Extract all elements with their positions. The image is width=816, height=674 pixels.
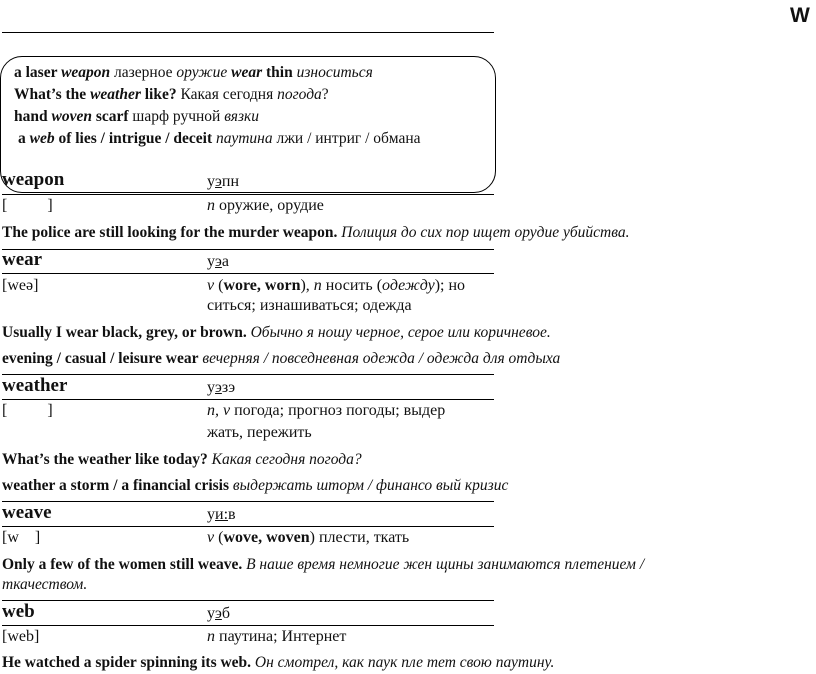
- pron-part: у: [207, 253, 215, 270]
- def-wear-line2: ситься; изнашиваться; одежда: [207, 297, 412, 314]
- callout-keyword: web: [29, 130, 55, 147]
- pron-weapon: [207, 173, 239, 191]
- example-ru: Он смотрел, как паук пле тет свою паутину.: [251, 654, 555, 671]
- definition: одежду: [382, 277, 435, 294]
- example-ru: Какая сегодня погода?: [207, 451, 362, 468]
- example-weapon: [2, 224, 629, 242]
- rule-weapon: [2, 194, 494, 195]
- phrase-en: weather a storm / a financial crisis: [2, 477, 230, 494]
- example-weather: [2, 451, 362, 469]
- pron-part: у: [207, 605, 215, 622]
- example-en: What’s the weather like today?: [2, 451, 208, 468]
- top-rule: [2, 32, 494, 33]
- example-weave-line2: ткачеством.: [2, 576, 88, 593]
- pos: n: [207, 628, 215, 645]
- callout-line-4: [18, 130, 421, 148]
- callout-text: шарф ручной: [128, 108, 225, 125]
- stress-mark: э: [215, 379, 222, 396]
- def-weather: [207, 402, 445, 420]
- rule-weave: [2, 526, 494, 527]
- stress-mark: э: [215, 173, 222, 190]
- callout-line-2: [14, 86, 329, 104]
- pron-part: пн: [221, 173, 239, 190]
- verb-forms: wove, woven: [223, 529, 310, 546]
- callout-text: паутина: [216, 130, 273, 147]
- callout-text: What’s the: [14, 86, 91, 103]
- callout-text: hand: [14, 108, 52, 125]
- example-weave: [2, 556, 644, 574]
- rule-weather-top: [2, 374, 494, 375]
- example-wear: [2, 324, 551, 342]
- callout-text: a laser: [14, 64, 62, 81]
- callout-text: thin: [262, 64, 297, 81]
- callout-keyword: woven: [51, 108, 92, 125]
- rule-web: [2, 625, 494, 626]
- verb-forms: wore, worn: [223, 277, 301, 294]
- pron-part: у: [207, 173, 215, 190]
- callout-text: like?: [140, 86, 177, 103]
- pos: v: [207, 529, 215, 546]
- headword-weather: weather: [2, 375, 68, 396]
- def-wear: [207, 277, 465, 295]
- ipa-weapon: [ ]: [2, 197, 53, 214]
- ipa-web: [web]: [2, 628, 40, 645]
- phrase-ru: выдержать шторм / финансо вый кризис: [229, 477, 509, 494]
- def-weather-line2: жать, пережить: [207, 424, 312, 441]
- pron-part: у: [207, 379, 215, 396]
- callout-text: погода: [277, 86, 322, 103]
- def-weave: [207, 529, 409, 547]
- ipa-weave: [w ]: [2, 529, 41, 546]
- callout-text: лазерное: [110, 64, 177, 81]
- callout-text: scarf: [91, 108, 129, 125]
- phrase-weather: [2, 477, 508, 495]
- definition: (: [214, 277, 224, 294]
- definition: ),: [300, 277, 314, 294]
- stress-mark: и:: [215, 506, 229, 523]
- pos: n, v: [207, 402, 231, 419]
- callout-keyword: weather: [90, 86, 141, 103]
- example-ru: Полиция до сих пор ищет орудие убийства.: [337, 224, 630, 241]
- headword-wear: wear: [2, 249, 43, 270]
- callout-text: износиться: [296, 64, 373, 81]
- pron-part: а: [221, 253, 229, 270]
- definition: погода; прогноз погоды; выдер: [230, 402, 446, 419]
- callout-text: вязки: [224, 108, 259, 125]
- definition: паутина; Интернет: [215, 628, 347, 645]
- def-web: [207, 628, 346, 646]
- rule-wear-top: [2, 249, 494, 250]
- callout-text: ?: [321, 86, 329, 103]
- pos: v: [207, 277, 215, 294]
- pron-part: зэ: [221, 379, 236, 396]
- stress-mark: э: [215, 605, 222, 622]
- callout-text: оружие: [176, 64, 228, 81]
- callout-text: Какая сегодня: [176, 86, 278, 103]
- headword-weapon: weapon: [2, 169, 65, 190]
- definition: носить (: [321, 277, 383, 294]
- callout-keyword: weapon: [61, 64, 111, 81]
- stress-mark: э: [215, 253, 222, 270]
- phrase-ru: вечерняя / повседневная одежда / одежда для отдыха: [198, 350, 561, 367]
- example-en: The police are still looking for the murder weapon.: [2, 224, 338, 241]
- callout-text: лжи / интриг / обмана: [272, 130, 421, 147]
- ipa-wear: [weə]: [2, 277, 39, 294]
- callout-text: a: [18, 130, 30, 147]
- definition: ) плести, ткать: [309, 529, 410, 546]
- pron-wear: [207, 253, 229, 271]
- example-en: He watched a spider spinning its web.: [2, 654, 252, 671]
- definition: оружие, орудие: [215, 197, 324, 214]
- example-ru: В наше время немногие жен щины занимаются плетением /: [242, 556, 645, 573]
- pos: n: [207, 197, 215, 214]
- ipa-weather: [ ]: [2, 402, 53, 419]
- rule-wear: [2, 273, 494, 274]
- pron-weather: [207, 379, 235, 397]
- def-weapon: [207, 197, 324, 215]
- page-letter: W: [790, 4, 810, 27]
- example-en: Only a few of the women still weave.: [2, 556, 243, 573]
- pron-web: [207, 605, 230, 623]
- pron-part: у: [207, 506, 215, 523]
- definition: ); но: [434, 277, 466, 294]
- phrase-en: evening / casual / leisure wear: [2, 350, 199, 367]
- headword-weave: weave: [2, 502, 52, 523]
- callout-keyword: wear: [231, 64, 263, 81]
- rule-weather: [2, 399, 494, 400]
- rule-web-top: [2, 600, 494, 601]
- pron-part: в: [228, 506, 236, 523]
- pos: n: [313, 277, 322, 294]
- pron-part: б: [221, 605, 231, 622]
- pron-weave: [207, 506, 236, 524]
- phrase-wear: [2, 350, 560, 368]
- callout-line-3: [14, 108, 259, 126]
- callout-text: of lies / intrigue / deceit: [54, 130, 213, 147]
- example-en: Usually I wear black, grey, or brown.: [2, 324, 247, 341]
- definition: (: [214, 529, 224, 546]
- callout-line-1: [14, 64, 373, 82]
- example-web: [2, 654, 554, 672]
- rule-weave-top: [2, 501, 494, 502]
- headword-web: web: [2, 601, 35, 622]
- example-ru: Обычно я ношу черное, серое или коричневое.: [246, 324, 551, 341]
